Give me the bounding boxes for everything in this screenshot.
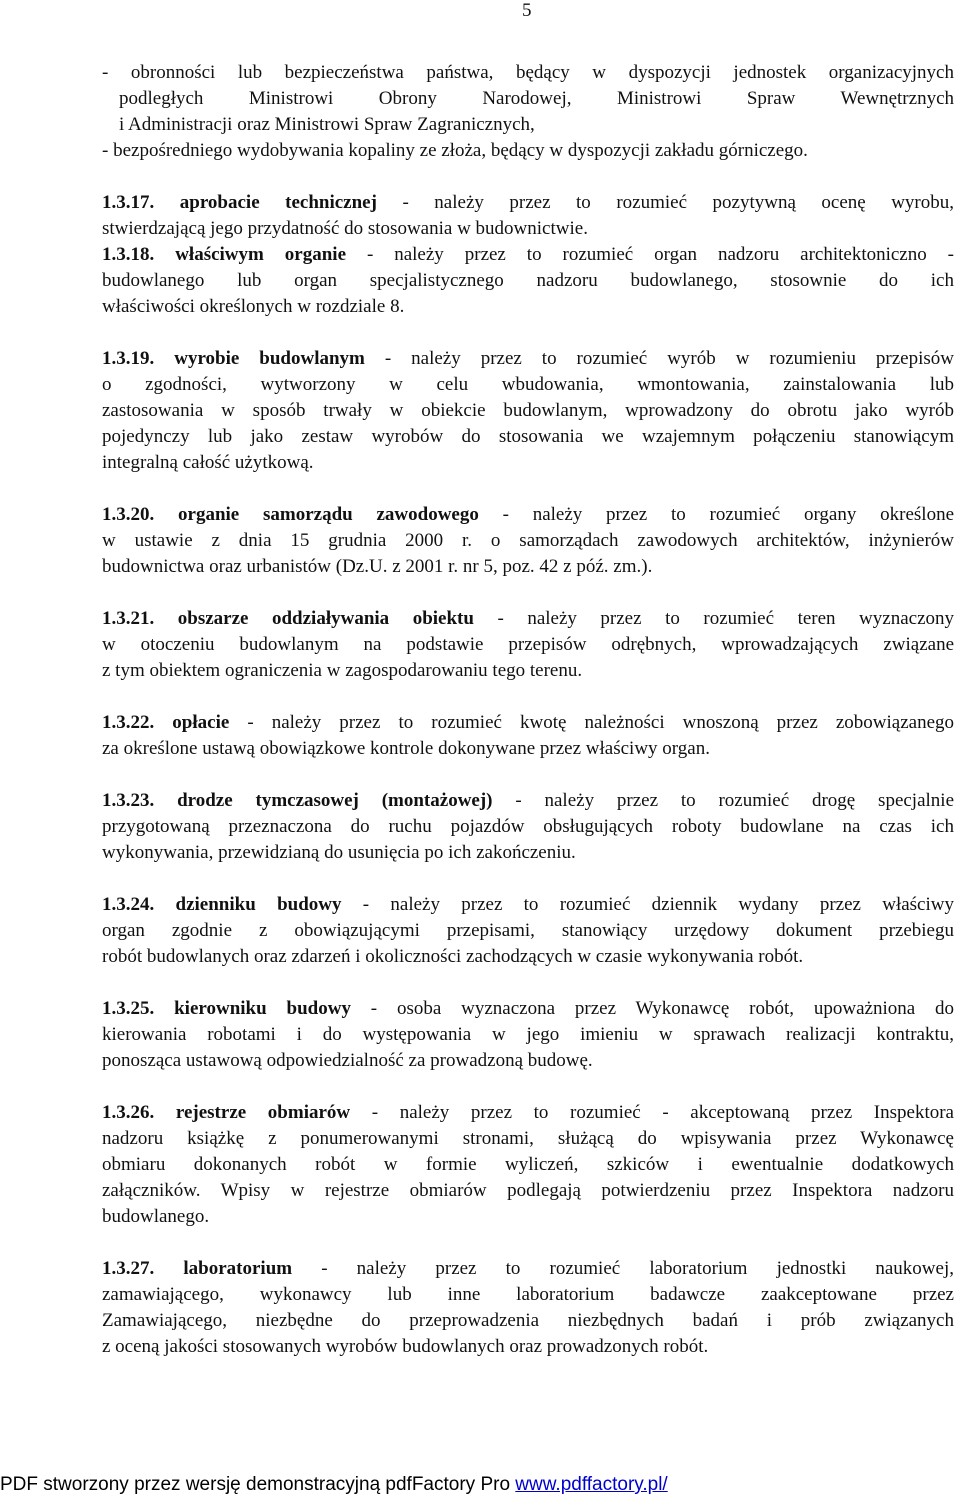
text-line xyxy=(102,996,954,1022)
text-line: obmiaru dokonanych robót w formie wyliczeń, szkiców i ewentualnie dodatkowych xyxy=(102,1154,954,1175)
text-line: - bezpośredniego wydobywania kopaliny ze złoża, będący w dyspozycji zakładu górniczego. xyxy=(102,140,808,161)
definition-section xyxy=(102,996,954,1074)
section-number: 1.3.20. xyxy=(102,504,155,525)
footer-link[interactable]: www.pdffactory.pl/ xyxy=(515,1474,668,1495)
section-number: 1.3.22. xyxy=(102,712,155,733)
defined-term: dzienniku budowy xyxy=(175,894,342,915)
text-line: w otoczeniu budowlanym na podstawie przepisów odrębnych, wprowadzających związane xyxy=(102,634,954,655)
definition-text: - należy przez to rozumieć drogę specjalnie xyxy=(492,790,955,811)
pdf-footer xyxy=(0,1474,960,1496)
text-line xyxy=(102,606,954,632)
definition-text: - należy przez to rozumieć wyrób w rozumieniu przepisów xyxy=(364,348,955,369)
document-body xyxy=(102,60,954,1360)
defined-term: laboratorium xyxy=(183,1258,293,1279)
text-line: przygotowaną przeznaczona do ruchu pojazdów obsługujących roboty budowlane na czas ich xyxy=(102,816,954,837)
section-number: 1.3.27. xyxy=(102,1258,155,1279)
definition-text: - osoba wyznaczona przez Wykonawcę robót, upoważniona do xyxy=(350,998,955,1019)
definition-section xyxy=(102,190,954,242)
definition-text: - należy przez to rozumieć kwotę należności wnoszoną przez zobowiązanego xyxy=(229,712,955,733)
text-line: nadzoru książkę z ponumerowanymi stronami, służącą do wpisywania przez Wykonawcę xyxy=(102,1128,954,1149)
text-line: o zgodności, wytworzony w celu wbudowania, wmontowania, zainstalowania lub xyxy=(102,374,954,395)
text-line: za określone ustawą obowiązkowe kontrole dokonywane przez właściwy organ. xyxy=(102,738,710,759)
definition-section xyxy=(102,346,954,476)
text-line: kierowania robotami i do występowania w jego imieniu w sprawach realizacji kontraktu, xyxy=(102,1024,954,1045)
text-line xyxy=(102,190,954,216)
definition-text: - należy przez to rozumieć - akceptowaną przez Inspektora xyxy=(350,1102,954,1123)
defined-term: właściwym organie xyxy=(175,244,347,265)
text-line xyxy=(102,346,954,372)
definition-text: - należy przez to rozumieć organ nadzoru architektoniczno - xyxy=(346,244,955,265)
defined-term: drodze tymczasowej (montażowej) xyxy=(177,790,493,811)
text-line: podległych Ministrowi Obrony Narodowej, Ministrowi Spraw Wewnętrznych xyxy=(119,88,954,109)
text-line: wykonywania, przewidzianą do usunięcia po ich zakończeniu. xyxy=(102,842,576,863)
text-line xyxy=(102,892,954,918)
definition-section xyxy=(102,710,954,762)
definition-text: - należy przez to rozumieć pozytywną ocenę wyrobu, xyxy=(376,192,954,213)
definition-section xyxy=(102,788,954,866)
section-number: 1.3.23. xyxy=(102,790,155,811)
section-number: 1.3.25. xyxy=(102,998,155,1019)
bullet-item xyxy=(102,138,954,164)
definition-section xyxy=(102,606,954,684)
text-line: z tym obiektem ograniczenia w zagospodarowaniu tego terenu. xyxy=(102,660,583,681)
defined-term: rejestrze obmiarów xyxy=(175,1102,351,1123)
text-line xyxy=(102,242,954,268)
defined-term: kierowniku budowy xyxy=(174,998,351,1019)
defined-term: aprobacie technicznej xyxy=(179,192,377,213)
text-line xyxy=(102,788,954,814)
text-line: organ zgodnie z obowiązującymi przepisami, stanowiący urzędowy dokument przebiegu xyxy=(102,920,954,941)
defined-term: wyrobie budowlanym xyxy=(174,348,365,369)
text-line: budowlanego lub organ specjalistycznego nadzoru budowlanego, stosownie do ich xyxy=(102,270,954,291)
text-line xyxy=(102,1256,954,1282)
definition-section xyxy=(102,1256,954,1360)
text-line: ponosząca ustawową odpowiedzialność za prowadzoną budowę. xyxy=(102,1050,593,1071)
text-line: budownictwa oraz urbanistów (Dz.U. z 2001 r. nr 5, poz. 42 z póź. zm.). xyxy=(102,556,653,577)
text-line: pojedynczy lub jako zestaw wyrobów do stosowania we wzajemnym połączeniu stanowiącym xyxy=(102,426,954,447)
definition-text: - należy przez to rozumieć teren wyznaczony xyxy=(473,608,955,629)
text-line: i Administracji oraz Ministrowi Spraw Zagranicznych, xyxy=(119,114,535,135)
definition-text: - należy przez to rozumieć dziennik wydany przez właściwy xyxy=(341,894,954,915)
definition-section xyxy=(102,892,954,970)
text-line xyxy=(102,1100,954,1126)
section-number: 1.3.19. xyxy=(102,348,155,369)
definition-text: - należy przez to rozumieć organy określone xyxy=(478,504,954,525)
text-line xyxy=(102,502,954,528)
text-line: załączników. Wpisy w rejestrze obmiarów podlegają potwierdzeniu przez Inspektora nadzoru xyxy=(102,1180,954,1201)
text-line: stwierdzającą jego przydatność do stosowania w budownictwie. xyxy=(102,218,588,239)
text-line: z oceną jakości stosowanych wyrobów budowlanych oraz prowadzonych robót. xyxy=(102,1336,709,1357)
definition-section xyxy=(102,1100,954,1230)
text-line: w ustawie z dnia 15 grudnia 2000 r. o samorządach zawodowych architektów, inżynierów xyxy=(102,530,954,551)
text-line xyxy=(102,710,954,736)
section-number: 1.3.17. xyxy=(102,192,155,213)
defined-term: obszarze oddziaływania obiektu xyxy=(177,608,474,629)
section-number: 1.3.21. xyxy=(102,608,155,629)
text-line: zamawiającego, wykonawcy lub inne laboratorium badawcze zaakceptowane przez xyxy=(102,1284,954,1305)
page-number: 5 xyxy=(522,0,532,21)
text-line: zastosowania w sposób trwały w obiekcie budowlanym, wprowadzony do obrotu jako wyrób xyxy=(102,400,954,421)
defined-term: organie samorządu zawodowego xyxy=(178,504,479,525)
text-line: budowlanego. xyxy=(102,1206,210,1227)
definition-text: - należy przez to rozumieć laboratorium jednostki naukowej, xyxy=(292,1258,954,1279)
text-line: robót budowlanych oraz zdarzeń i okoliczności zachodzących w czasie wykonywania robót. xyxy=(102,946,804,967)
definition-section xyxy=(102,502,954,580)
text-line: integralną całość użytkową. xyxy=(102,452,314,473)
section-number: 1.3.26. xyxy=(102,1102,155,1123)
definition-section xyxy=(102,242,954,320)
section-number: 1.3.24. xyxy=(102,894,155,915)
defined-term: opłacie xyxy=(172,712,230,733)
footer-text: PDF stworzony przez wersję demonstracyjną pdfFactory Pro xyxy=(0,1474,516,1495)
text-line: właściwości określonych w rozdziale 8. xyxy=(102,296,405,317)
text-line: - obronności lub bezpieczeństwa państwa, będący w dyspozycji jednostek organizacyjnych xyxy=(102,62,954,83)
section-number: 1.3.18. xyxy=(102,244,155,265)
text-line: Zamawiającego, niezbędne do przeprowadzenia niezbędnych badań i prób związanych xyxy=(102,1310,954,1331)
bullet-item xyxy=(102,60,954,138)
